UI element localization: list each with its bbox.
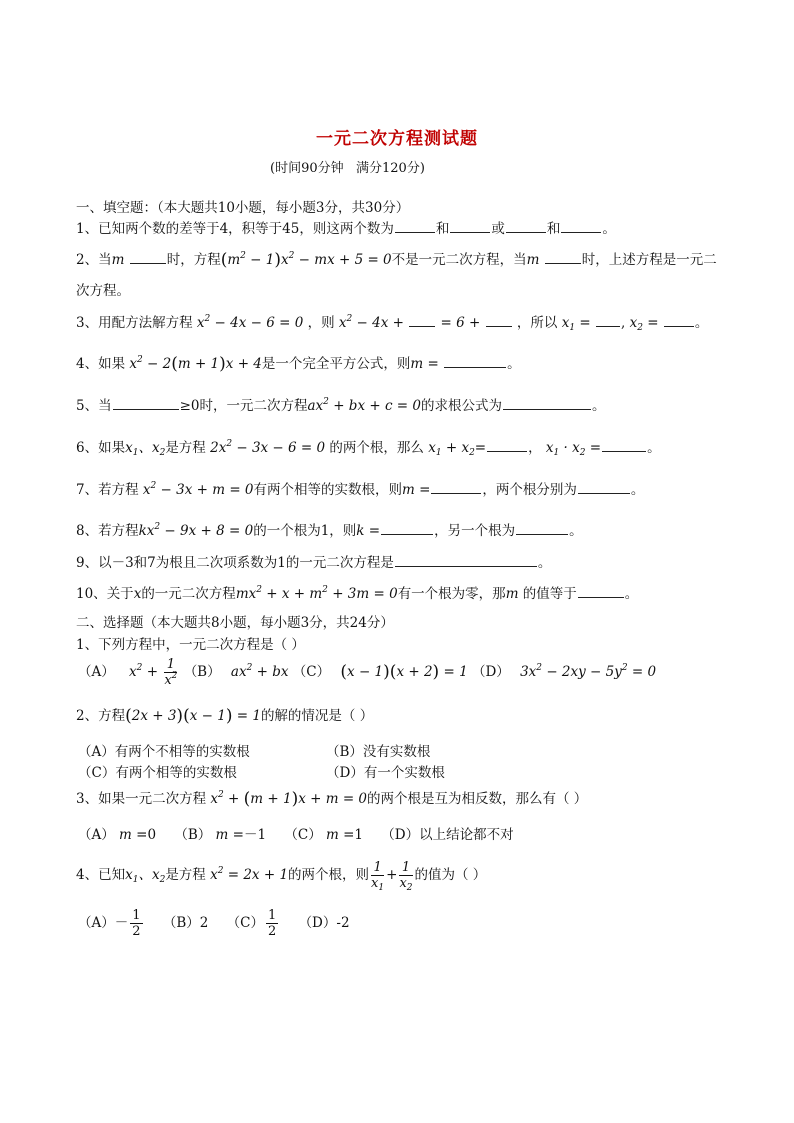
question-2-3: 3、如果一元二次方程 $x^2 + (m + 1)x + m = 0$的两个根是互为相反数，那么有（ ） [76,789,588,809]
question-2-2-option-d: （D）有一个实数根 [326,765,445,781]
question-1-4: 4、如果 $x^2 - 2(m + 1)x + 4$是一个完全平方公式，则m = 。 [76,354,521,374]
section2-header: 二、选择题（本大题共8小题，每小题3分，共24分） [76,615,394,631]
question-2-4-options: （A）－ $\frac{1}{2}$ （B）2 （C） $\frac{1}{2}$ （D）-2 [78,908,350,939]
question-1-2-cont: 次方程。 [76,283,130,299]
question-2-2-option-c: （C）有两个相等的实数根 [78,765,237,781]
page-subtitle: (时间90分钟 满分120分) [270,161,425,176]
page-title: 一元二次方程测试题 [316,129,478,149]
question-2-4: 4、已知$x_1$、$x_2$是方程 $x^2 = 2x + 1$的两个根，则 $\frac{1}{x_1}$ + $\frac{1}{x_2}$ 的值为（ ） [76,860,487,893]
question-2-2: 2、方程(2x + 3)(x − 1) = 1的解的情况是（ ） [76,706,374,726]
question-2-2-option-b: （B）没有实数根 [326,744,431,760]
question-1-8: 8、若方程$kx^2 - 9x + 8 = 0$的一个根为1，则k = ，另一个根为 。 [76,522,583,539]
question-1-1: 1、已知两个数的差等于4，积等于45，则这两个数为 和 或 和 。 [76,221,616,237]
section1-header: 一、填空题：（本大题共10小题，每小题3分，共30分） [76,200,410,216]
question-1-10: 10、关于x的一元二次方程$mx^2 + x + m^2 + 3m = 0$有一个根为零，那m 的值等于 。 [76,585,639,602]
question-1-5: 5、当 ≥0时，一元二次方程$ax^2$ + bx + c = 0的求根公式为 。 [76,397,606,414]
question-1-3: 3、用配方法解方程 $x^2 - 4x - 6 = 0$ ，则 $x^2 - 4x$ + = 6 + ，所以 $x_1$ = , $x_2$ = 。 [76,314,709,333]
question-1-2: 2、当m 时，方程$(m^2 - 1)x^2$ − mx + 5 = 0不是一元二次方程，当m 时，上述方程是一元二 [76,250,717,270]
question-2-3-options: （A） m =0 （B） m =－1 （C） m =1 （D）以上结论都不对 [78,827,514,843]
question-1-7: 7、若方程 $x^2 - 3x + m = 0$有两个相等的实数根，则m = ，两个根分别为 。 [76,481,645,498]
question-1-6: 6、如果$x_1$、$x_2$是方程 $2x^2 - 3x - 6 = 0$ 的两个根，那么 $x_1 + x_2=$ ， $x_1 \cdot x_2$ = 。 [76,439,661,458]
question-2-1: 1、下列方程中，一元二次方程是（ ） [76,637,305,653]
question-2-1-options: （A） $x^2$ + $\frac{1}{x^2}$ （B） $ax^2$ + bx （C） (x − 1)(x + 2) = 1 （D） $3x^2 - 2xy - 5y^2 = 0$ [78,657,657,688]
question-2-2-option-a: （A）有两个不相等的实数根 [78,744,250,760]
question-1-9: 9、以－3和7为根且二次项系数为1的一元二次方程是 。 [76,555,552,571]
